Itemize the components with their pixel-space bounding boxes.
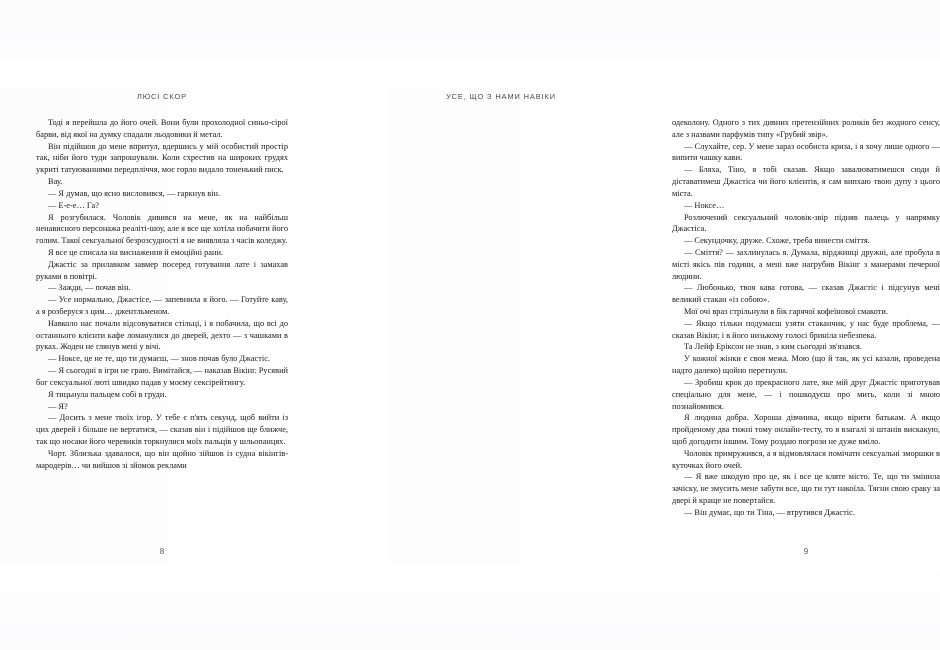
paragraph: Чоловік примружився, а я відмовлялася помічати сексуальні зморшки в куточках його очей. — [672, 448, 940, 470]
paragraph: — Він думає, що ти Тіна, — втрутився Джастіс. — [684, 507, 855, 517]
paragraph: Розлючений сексуальний чоловік-звір підняв палець у напрямку Джастіса. — [672, 212, 940, 234]
left-page-number: 8 — [159, 547, 165, 556]
paragraph: Я все це списала на виснаження й емоційні рани. — [48, 247, 224, 257]
paragraph: Навколо нас почали відсовуватися стільці, і я побачила, що всі до останнього клієнти кафе ломанулися до дверей, дехто — з чашками в руках. Жоден не глянув мені у вічі. — [36, 318, 288, 352]
paragraph: — Я? — [48, 401, 68, 411]
paragraph: — Зажди, — почав він. — [48, 283, 131, 293]
paragraph: — Усе нормально, Джастісе, — запевнила я його. — Готуйте каву, а я розберуся з цим… джентльменом. — [36, 295, 288, 316]
paragraph: Тоді я перейшла до його очей. Вони були прохолодної синьо-сірої барви, від якої на думку спадали льодовики й метал. — [36, 118, 288, 139]
paragraph: У кожної жінки є своя межа. Мою (що й так, як усі казали, проведена надто далеко) щойно перетнули. — [672, 354, 940, 376]
paragraph: — Ноксе, це не те, що ти думаєш, — знов почав було Джастіс. — [48, 354, 270, 364]
paragraph: — Ноксе… — [684, 200, 725, 210]
paragraph: — Я вже шкодую про це, як і все це кляте місто. Те, що ти змінила зачіску, не змусить мене забути все, що ти тут накоїла. Тягни свою сраку за двері й краще не повертайся. — [672, 472, 940, 505]
right-page-body-text — [672, 117, 940, 519]
left-page — [0, 0, 325, 650]
right-page-number: 9 — [803, 547, 809, 556]
paragraph: — Е-е-е… Га? — [48, 200, 99, 210]
paragraph: Вау. — [48, 177, 63, 187]
paragraph: — Сміття? — захлинулась я. Думала, вірджинці дружні, але пробула в місті якісь пів години, а мені вже нагрубив Вікінг з манерами печерної людини. — [672, 247, 940, 281]
paragraph: Він підійшов до мене впритул, вдершись у мій особистий простір так, ніби його туди запрошували. Коли схрестив на широких грудях укриті татуюваннями передпліччя, моє горло видало тоненький писк. — [36, 141, 288, 175]
paragraph: Джастіс за прилавком завмер посеред готування лате і замахав руками в повітрі. — [36, 259, 288, 281]
paragraph: — Я думав, що ясно висловився, — гаркнув він. — [48, 188, 221, 198]
paragraph: — Зробиш крок до прекрасного лате, яке мій друг Джастіс приготував спеціально для мене, — і пошкодуєш про мить, коли зі мною познайомився. — [672, 377, 940, 411]
paragraph: одеколону. Одного з тих дивних претензійних роликів без жодного сенсу, але з назвами парфумів типу «Грубий звір». — [672, 118, 940, 139]
paragraph: Я тицьнула пальцем собі в груди. — [48, 389, 167, 399]
paragraph: — Любонько, твоя кава готова, — сказав Джастіс і підсунув мені великий стакан «із собою». — [672, 283, 940, 305]
paragraph: — Слухайте, сер. У мене зараз особиста криза, і я хочу лише одного — випити чашку кави. — [672, 141, 940, 163]
right-page — [325, 0, 940, 650]
paragraph: Я розгубилася. Чоловік дивився на мене, як на найбільш ненависного персонажа реаліті-шоу, але я все ще хотіла побачити його голим. Такої сексуальної безрозсудності я не виявляла з часів коледжу. — [36, 212, 288, 246]
paragraph: Я людина добра. Хороша дівчинка, якщо вірити батькам. А якщо пройденому два тижні тому онлайн-тесту, то я взагалі зі штанів вискакую, щоб догодити іншим. Тому роздаю погрози не дуже вміло. — [672, 413, 940, 446]
paragraph: — Я сьогодні в ігри не граю. Вимітайся, — наказав Вікінг. Русявий бог сексуальної люті швидко падав у моєму сексірейтингу. — [36, 366, 288, 387]
paragraph: Мої очі враз стрільнули в бік гарячої кофеїнової смакоти. — [684, 307, 888, 316]
paragraph: Чорт. Зблизька здавалося, що він щойно зійшов із судна вікінгів-мародерів… чи вийшов зі зйомок реклами — [36, 448, 288, 470]
right-page-running-head: УСЕ, ЩО З НАМИ НАВІКИ — [446, 92, 556, 101]
paragraph: — Бляха, Тіно, я тобі сказав. Якщо завалюватимешся сюди й діставатимеш Джастіса чи його клієнтів, я сам випхаю твою дупу з цього міста. — [672, 165, 940, 198]
left-page-body-text — [36, 117, 288, 471]
paragraph: — Секундочку, друже. Схоже, треба винести сміття. — [684, 236, 870, 246]
paragraph: — Якщо тільки подумаєш узяти стаканчик, у нас буде проблема, — сказав Вікінг, і в його низькому голосі бриніла небезпека. — [672, 318, 940, 340]
paragraph: — Досить з мене твоїх ігор. У тебе є п'ять секунд, щоб вийти із цих дверей і більше не вертатися, — сказав він і підійшов ще ближче, так що носаки його черевиків торкнулися моїх пальців у шльопанцях. — [36, 413, 288, 446]
paragraph: Та Лейф Еріксон не знав, з ким сьогодні зв'язався. — [684, 342, 862, 352]
left-page-running-head: ЛЮСІ СКОР — [136, 92, 187, 101]
